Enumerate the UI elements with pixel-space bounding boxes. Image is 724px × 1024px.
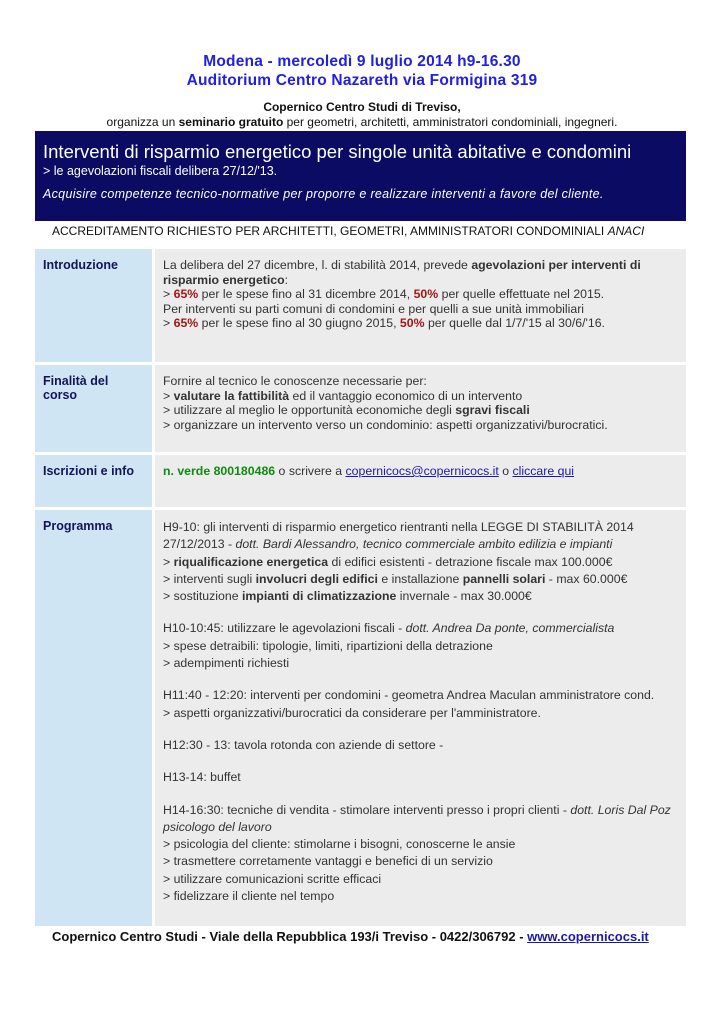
text-span: pannelli solari bbox=[462, 571, 546, 586]
text-span: riqualificazione energetica bbox=[173, 554, 329, 569]
organizer: Copernico Centro Studi di Treviso, bbox=[263, 100, 461, 114]
paragraph bbox=[163, 769, 678, 786]
text-line bbox=[163, 588, 678, 605]
seminar-title: Interventi di risparmio energetico per singole unità abitative e condomini bbox=[43, 141, 632, 162]
text-line bbox=[163, 836, 678, 853]
text-line bbox=[163, 655, 678, 672]
text-span: H12:30 - 13: tavola rotonda con aziende di settore - bbox=[163, 737, 444, 752]
event-date: Modena - mercoledì 9 luglio 2014 h9-16.30 bbox=[203, 53, 521, 70]
text-span: dott. Bardi Alessandro, tecnico commerciale ambito edilizia e impianti bbox=[235, 537, 613, 552]
accreditation-note bbox=[52, 224, 644, 238]
text-line bbox=[163, 418, 678, 433]
text-span: agevolazioni per interventi di risparmio energetico bbox=[163, 258, 641, 287]
accreditation-text: ACCREDITAMENTO RICHIESTO PER ARCHITETTI, GEOMETRI, AMMINISTRATORI CONDOMINIALI bbox=[52, 224, 608, 238]
text-span: valutare la fattibilità bbox=[173, 388, 290, 403]
text-line bbox=[163, 853, 678, 870]
row-label: Introduzione bbox=[35, 249, 152, 362]
link[interactable]: copernicocs@copernicocs.it bbox=[345, 464, 499, 478]
text-span: - max 60.000€ bbox=[545, 571, 628, 586]
event-venue: Auditorium Centro Nazareth via Formigina 319 bbox=[186, 72, 538, 89]
text-line bbox=[163, 687, 678, 704]
paragraph bbox=[163, 737, 678, 754]
org-text-end: per geometri, architetti, amministratori condominiali, ingegneri. bbox=[283, 115, 618, 129]
text-line bbox=[163, 302, 678, 317]
paragraph bbox=[163, 620, 678, 672]
organizer-description bbox=[0, 115, 724, 130]
title-banner bbox=[35, 131, 686, 221]
text-span: per le spese fino al 30 giugno 2015, bbox=[198, 316, 400, 331]
text-span: involucri degli edifici bbox=[255, 571, 378, 586]
footer bbox=[52, 929, 649, 944]
text-line bbox=[163, 769, 678, 786]
event-header bbox=[0, 52, 724, 130]
table-row bbox=[35, 455, 686, 507]
text-line bbox=[163, 464, 678, 479]
text-span: Per interventi su parti comuni di condomini e per quelli a sue unità immobiliari bbox=[163, 301, 585, 316]
program-table bbox=[35, 249, 686, 929]
table-row bbox=[35, 510, 686, 926]
paragraph bbox=[163, 802, 678, 906]
text-span: per quelle dal 1/7/'15 al 30/6/'16. bbox=[424, 316, 605, 331]
row-content bbox=[155, 365, 686, 452]
website-link[interactable]: www.copernicocs.it bbox=[527, 929, 649, 944]
text-span: : bbox=[284, 272, 289, 287]
text-span: Fornire al tecnico le conoscenze necessarie per: bbox=[163, 374, 427, 388]
text-span: > utilizzare al meglio le opportunità economiche degli bbox=[163, 403, 456, 418]
table-row bbox=[35, 249, 686, 362]
paragraph bbox=[163, 374, 678, 432]
text-span: sgravi fiscali bbox=[455, 403, 530, 418]
paragraph bbox=[163, 519, 678, 605]
text-span: dott. Loris Dal Poz psicologo del lavoro bbox=[163, 802, 671, 834]
text-line bbox=[163, 519, 678, 554]
text-line bbox=[163, 389, 678, 404]
text-line bbox=[163, 403, 678, 418]
row-label: Finalità del corso bbox=[35, 365, 152, 452]
text-line bbox=[163, 374, 678, 389]
text-line bbox=[163, 571, 678, 588]
accreditation-body: ANACI bbox=[607, 224, 645, 238]
text-span: > spese detraibili: tipologie, limiti, ripartizioni della detrazione bbox=[163, 638, 493, 653]
text-span: ed il vantaggio economico di un intervento bbox=[289, 388, 523, 403]
percentage: 50% bbox=[413, 287, 439, 302]
text-span: o bbox=[498, 464, 513, 478]
text-span: dott. Andrea Da ponte, commercialista bbox=[405, 621, 615, 636]
text-span: impianti di climatizzazione bbox=[241, 589, 397, 604]
text-span: o scrivere a bbox=[275, 464, 346, 478]
text-span: > psicologia del cliente: stimolarne i bisogni, conoscerne le ansie bbox=[163, 837, 516, 852]
text-line bbox=[163, 620, 678, 637]
text-span: > trasmettere corretamente vantaggi e benefici di un servizio bbox=[163, 854, 493, 869]
text-line bbox=[163, 554, 678, 571]
text-span: > bbox=[163, 287, 174, 302]
text-line bbox=[163, 705, 678, 722]
link[interactable]: cliccare qui bbox=[512, 464, 575, 478]
row-content bbox=[155, 455, 686, 507]
text-span: H10-10:45: utilizzare le agevolazioni fiscali - bbox=[163, 621, 406, 636]
percentage: 50% bbox=[399, 316, 425, 331]
percentage: 65% bbox=[173, 287, 199, 302]
seminar-aim: Acquisire competenze tecnico-normative per proporre e realizzare interventi a favore del cliente. bbox=[43, 187, 604, 201]
text-span: > utilizzare comunicazioni scritte efficaci bbox=[163, 871, 382, 886]
table-row bbox=[35, 365, 686, 452]
text-span: H14-16:30: tecniche di vendita - stimolare interventi presso i propri clienti - bbox=[163, 802, 571, 817]
text-span: H9-10: gli interventi di risparmio energetico rientranti nella LEGGE DI STABILITÀ 2014 27/12/2013 - bbox=[163, 520, 634, 552]
row-label: Programma bbox=[35, 510, 152, 926]
text-line bbox=[163, 287, 678, 302]
text-span: > bbox=[163, 554, 174, 569]
text-span: H13-14: buffet bbox=[163, 770, 241, 785]
text-span: > sostituzione bbox=[163, 589, 242, 604]
row-label: Iscrizioni e info bbox=[35, 455, 152, 507]
text-span: La delibera del 27 dicembre, l. di stabilità 2014, prevede bbox=[163, 258, 472, 272]
row-content bbox=[155, 510, 686, 926]
text-span: H11:40 - 12:20: interventi per condomini - geometra Andrea Maculan amministratore cond. bbox=[163, 688, 655, 703]
text-line bbox=[163, 638, 678, 655]
text-span: per quelle effettuate nel 2015. bbox=[438, 287, 605, 302]
text-line bbox=[163, 802, 678, 837]
text-span: per le spese fino al 31 dicembre 2014, bbox=[198, 287, 414, 302]
text-span: > bbox=[163, 388, 174, 403]
org-text: organizza un bbox=[106, 115, 179, 129]
org-bold: seminario gratuito bbox=[178, 115, 284, 129]
text-span: di edifici esistenti - detrazione fiscale max 100.000€ bbox=[328, 554, 613, 569]
text-span: > aspetti organizzativi/burocratici da considerare per l'amministratore. bbox=[163, 705, 541, 720]
seminar-subtitle: > le agevolazioni fiscali delibera 27/12/'13. bbox=[43, 164, 278, 178]
paragraph bbox=[163, 258, 678, 331]
text-span: > adempimenti richiesti bbox=[163, 656, 290, 671]
text-line bbox=[163, 737, 678, 754]
text-span: invernale - max 30.000€ bbox=[396, 589, 532, 604]
percentage: 65% bbox=[173, 316, 199, 331]
text-span: > fidelizzare il cliente nel tempo bbox=[163, 889, 335, 904]
text-line bbox=[163, 888, 678, 905]
paragraph bbox=[163, 687, 678, 722]
text-span: > bbox=[163, 316, 174, 331]
text-span: e installazione bbox=[377, 571, 463, 586]
text-line bbox=[163, 316, 678, 331]
paragraph bbox=[163, 464, 678, 479]
text-span: > organizzare un intervento verso un condominio: aspetti organizzativi/burocratici. bbox=[163, 417, 608, 432]
phone-number: n. verde 800180486 bbox=[163, 464, 276, 478]
row-content bbox=[155, 249, 686, 362]
text-line bbox=[163, 871, 678, 888]
text-span: > interventi sugli bbox=[163, 571, 256, 586]
text-line bbox=[163, 258, 678, 287]
footer-address: Copernico Centro Studi - Viale della Repubblica 193/i Treviso - 0422/306792 - bbox=[52, 929, 528, 944]
